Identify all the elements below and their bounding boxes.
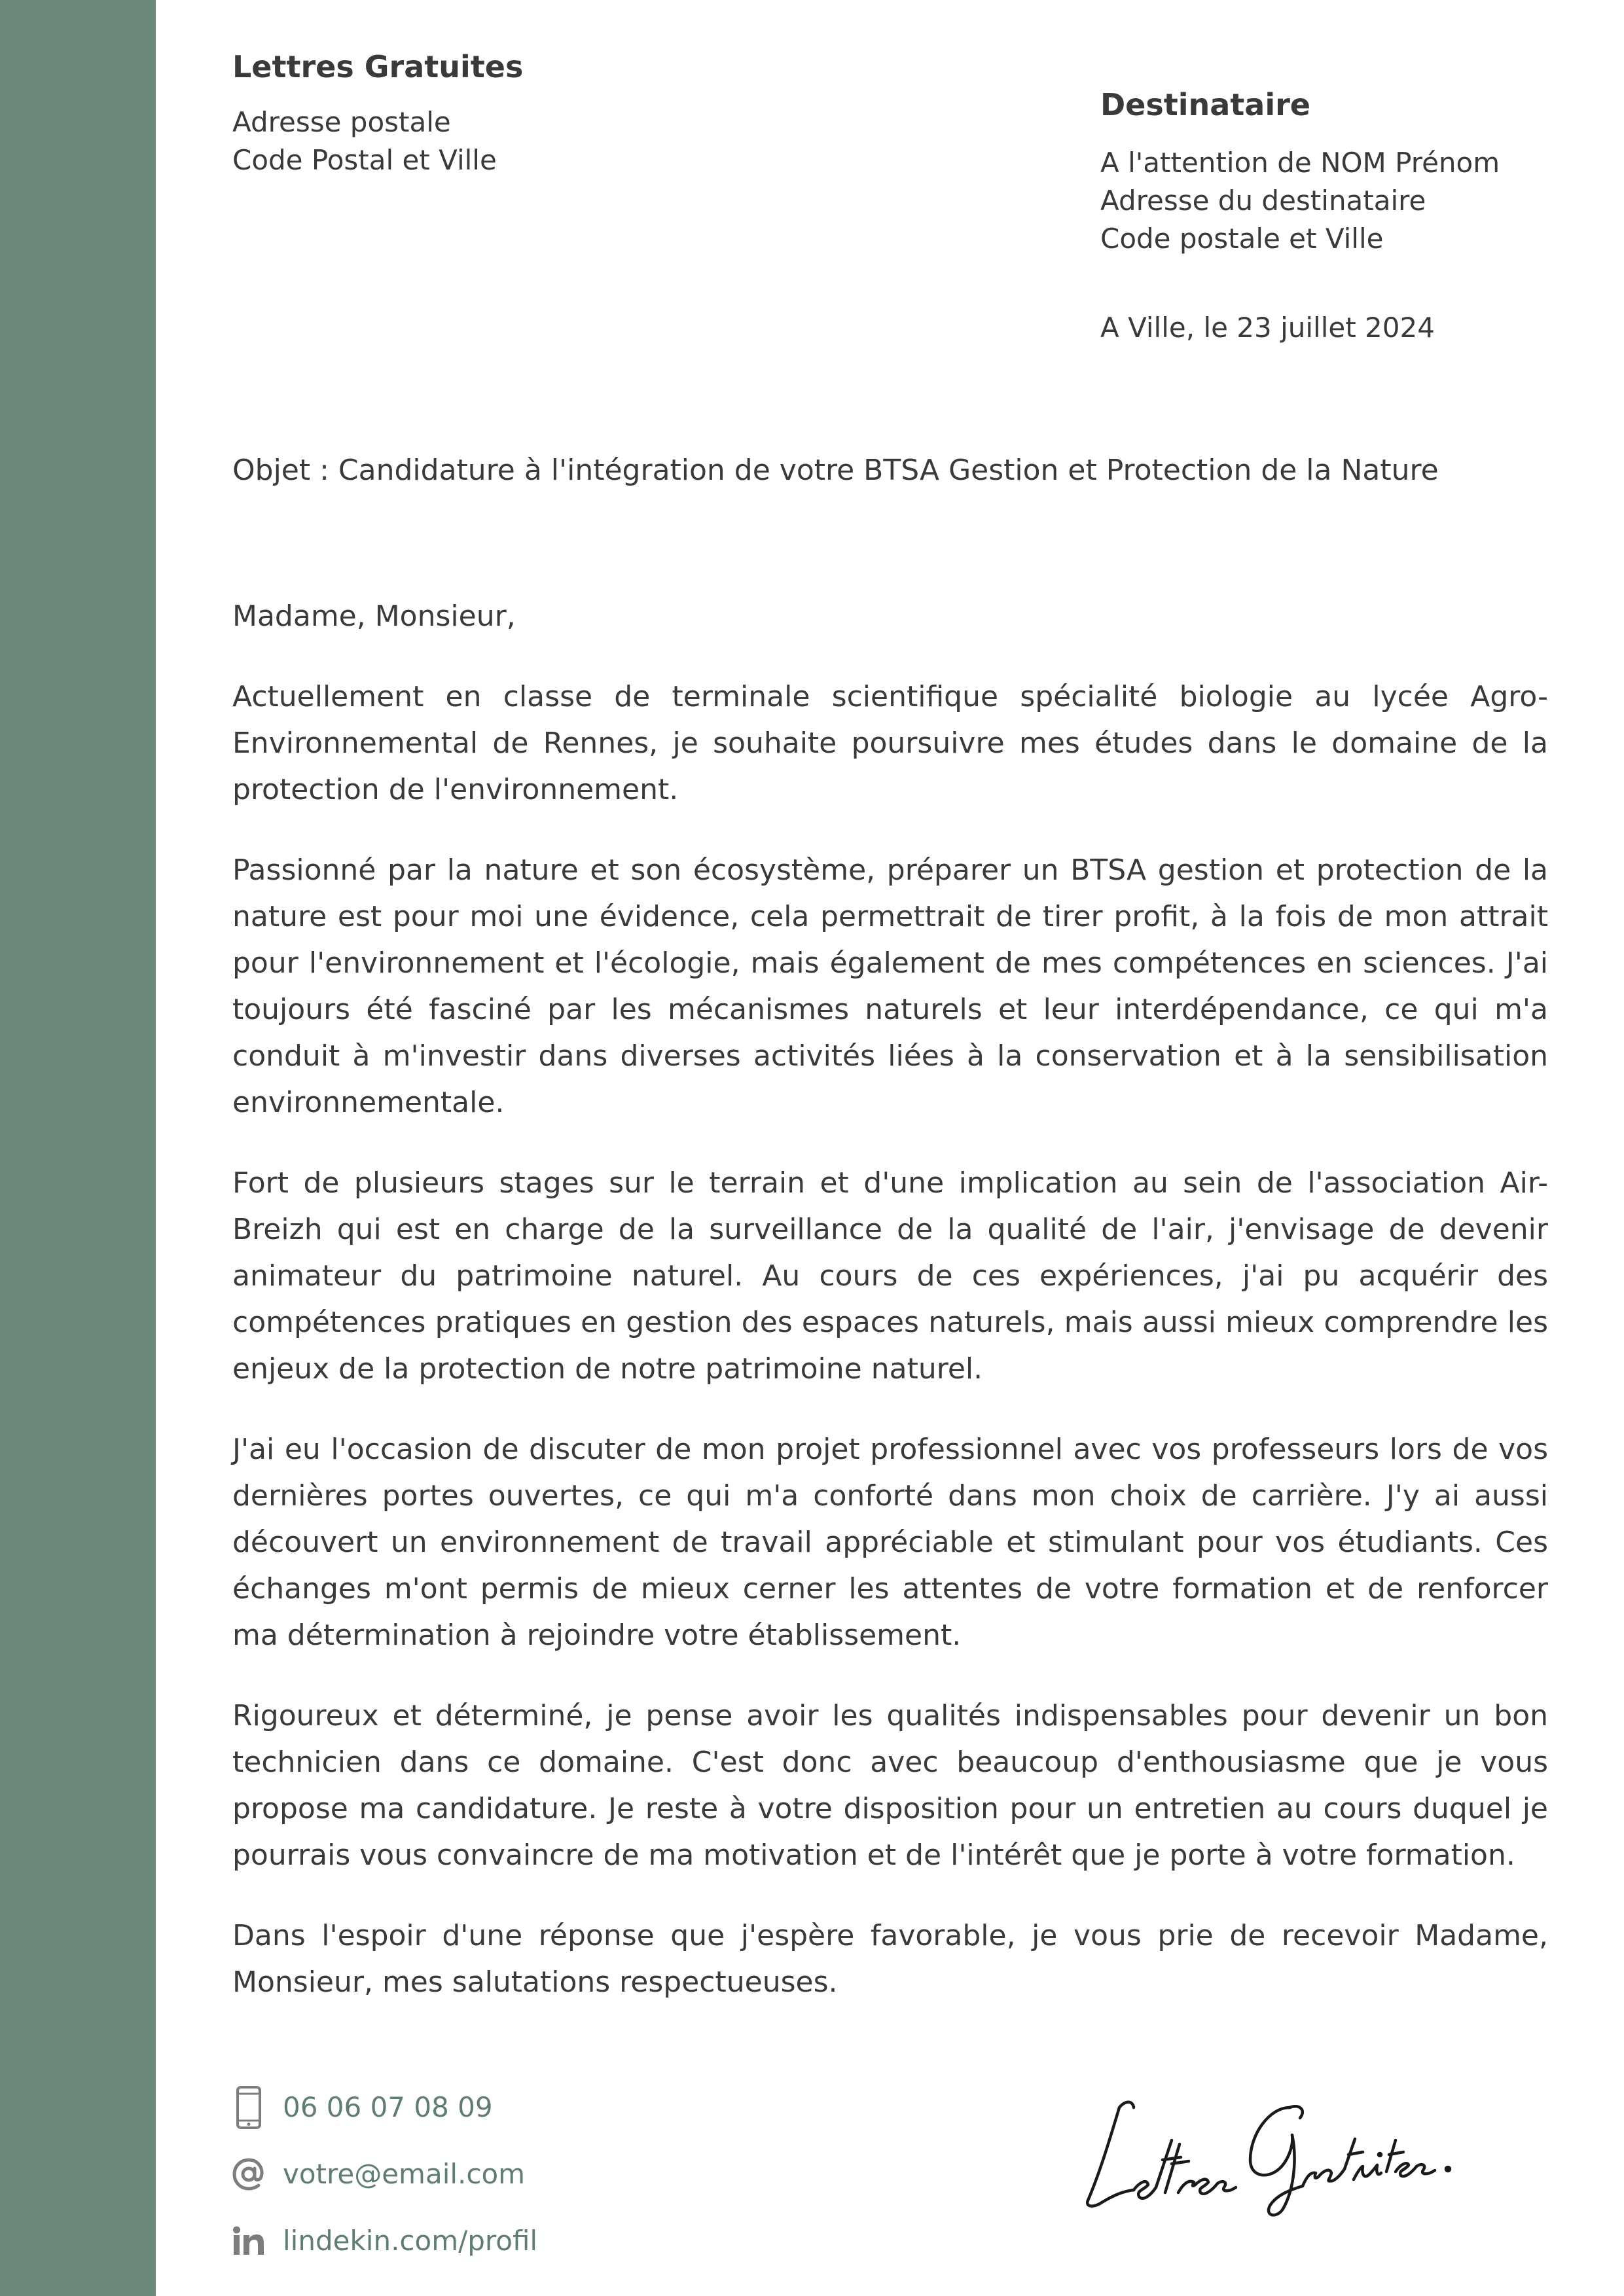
contact-email-row	[229, 2148, 537, 2200]
recipient-address: Adresse du destinataire	[1100, 185, 1426, 217]
side-color-band	[0, 0, 156, 2296]
paragraph: Rigoureux et déterminé, je pense avoir les qualités indispensables pour devenir un bon technicien dans ce domaine. C'est donc avec beaucoup d'enthousiasme que je vous propose ma candidature. Je reste à votre disposition pour un entretien au cours duquel je pourrais vous convaincre de ma motivation et de l'intérêt que je porte à votre formation.	[232, 1699, 1548, 1872]
recipient-block	[1100, 84, 1598, 258]
contact-email[interactable]: votre@email.com	[283, 2158, 526, 2190]
at-icon	[229, 2153, 268, 2196]
letter-body	[232, 593, 1548, 2039]
letter-date: A Ville, le 23 juillet 2024	[1100, 312, 1435, 344]
paragraph: Actuellement en classe de terminale scientifique spécialité biologie au lycée Agro-Environnemental de Rennes, je souhaite poursuivre mes études dans le domaine de la protection de l'environnement.	[232, 680, 1548, 806]
paragraph: Passionné par la nature et son écosystème, préparer un BTSA gestion et protection de la nature est pour moi une évidence, cela permettrait de tirer profit, à la fois de mon attrait pour l'environnement et l'écologie, mais également de mes compétences en sciences. J'ai toujours été fasciné par les mécanismes naturels et leur interdépendance, ce qui m'a conduit à m'investir dans diverses activités liées à la conservation et à la sensibilisation environnementale.	[232, 853, 1548, 1119]
contact-phone-row	[229, 2081, 537, 2134]
handwritten-signature	[1074, 2062, 1479, 2219]
sender-city: Code Postal et Ville	[232, 144, 497, 176]
salutation: Madame, Monsieur,	[232, 600, 516, 633]
paragraph: J'ai eu l'occasion de discuter de mon projet professionnel avec vos professeurs lors de vos dernières portes ouvertes, ce qui m'a conforté dans mon choix de carrière. J'y ai aussi découvert un environnement de travail appréciable et stimulant pour vos étudiants. Ces échanges m'ont permis de mieux cerner les attentes de votre formation et de renforcer ma détermination à rejoindre votre établissement.	[232, 1433, 1548, 1652]
recipient-title: Destinataire	[1100, 87, 1310, 122]
contact-phone[interactable]: 06 06 07 08 09	[283, 2091, 493, 2123]
sender-address: Adresse postale	[232, 106, 451, 138]
phone-icon	[229, 2086, 268, 2129]
paragraph: Fort de plusieurs stages sur le terrain et d'une implication au sein de l'association Air-Breizh qui est en charge de la surveillance de la qualité de l'air, j'envisage de devenir animateur du patrimoine naturel. Au cours de ces expériences, j'ai pu acquérir des compétences pratiques en gestion des espaces naturels, mais aussi mieux comprendre les enjeux de la protection de notre patrimoine naturel.	[232, 1166, 1548, 1386]
paragraph: Dans l'espoir d'une réponse que j'espère favorable, je vous prie de recevoir Madame, Monsieur, mes salutations respectueuses.	[232, 1919, 1548, 1999]
linkedin-icon	[229, 2219, 268, 2263]
contact-linkedin[interactable]: lindekin.com/profil	[283, 2225, 538, 2257]
contact-block	[229, 2081, 537, 2282]
letter-subject: Objet : Candidature à l'intégration de votre BTSA Gestion et Protection de la Nature	[232, 454, 1439, 487]
recipient-attention: A l'attention de NOM Prénom	[1100, 147, 1500, 179]
recipient-city: Code postale et Ville	[1100, 223, 1384, 255]
sender-block	[232, 46, 821, 179]
contact-linkedin-row	[229, 2215, 537, 2267]
sender-name: Lettres Gratuites	[232, 49, 524, 84]
